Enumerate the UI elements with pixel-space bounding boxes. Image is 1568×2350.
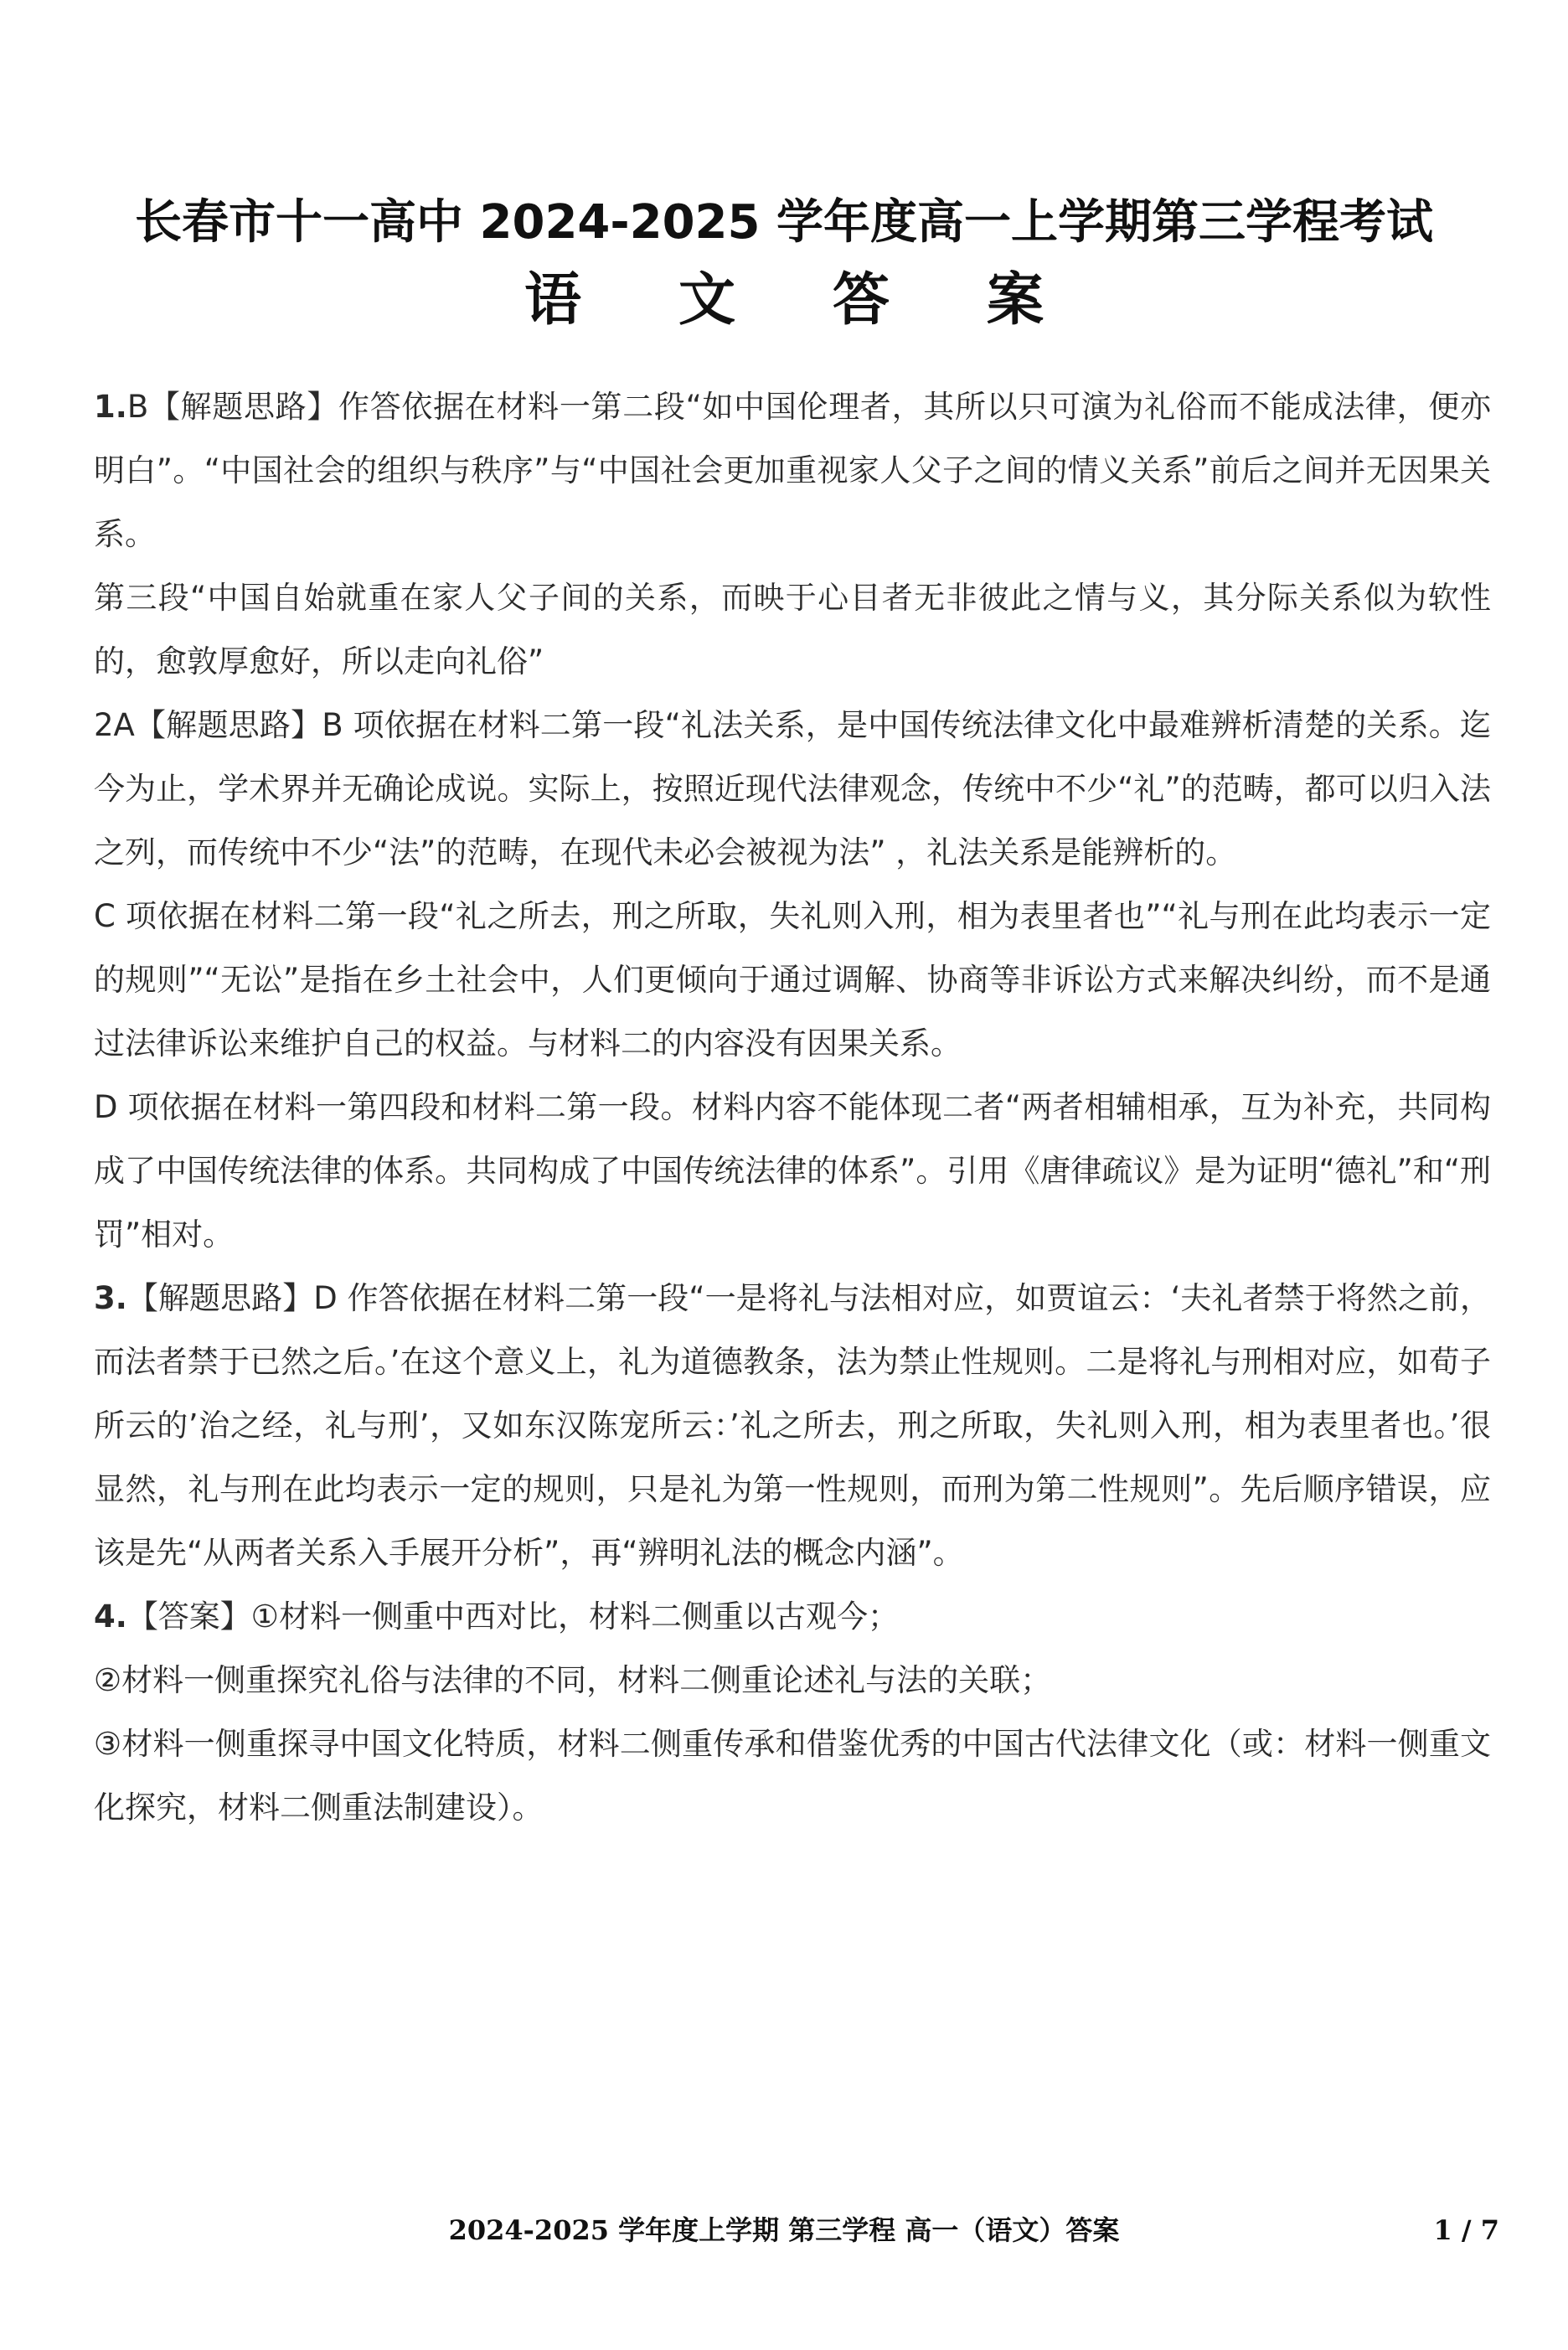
subtitle-char: 文 — [678, 267, 735, 333]
paragraph-text: ②材料一侧重探究礼俗与法律的不同，材料二侧重论述礼与法的关联； — [94, 1662, 1052, 1698]
subtitle-char: 案 — [987, 267, 1044, 333]
page-title: 长春市十一高中 2024-2025 学年度高一上学期第三学程考试 — [135, 195, 1433, 250]
question-number: 3. — [94, 1280, 127, 1316]
answer-paragraph — [94, 1649, 1491, 1712]
answer-paragraph — [94, 1076, 1491, 1267]
paragraph-text: 2A【解题思路】B 项依据在材料二第一段“礼法关系，是中国传统法律文化中最难辨析清楚的关系。迄今为止，学术界并无确论成说。实际上，按照近现代法律观念，传统中不少“礼”的范畴，都可以归入法之列，而传统中不少“法”的范畴，在现代未必会被视为法” ，礼法关系是能辨析的。 — [94, 707, 1491, 870]
answer-content — [94, 375, 1491, 1840]
paragraph-text: D 项依据在材料一第四段和材料二第一段。材料内容不能体现二者“两者相辅相承，互为补充，共同构成了中国传统法律的体系。共同构成了中国传统法律的体系”。引用《唐律疏议》是为证明“德礼”和“刑罚”相对。 — [94, 1089, 1491, 1252]
answer-paragraph — [94, 566, 1491, 694]
paragraph-text: ③材料一侧重探寻中国文化特质，材料二侧重传承和借鉴优秀的中国古代法律文化（或：材料一侧重文化探究，材料二侧重法制建设）。 — [94, 1726, 1491, 1826]
answer-paragraph — [94, 375, 1491, 566]
answer-paragraph — [94, 885, 1491, 1076]
subtitle-char: 答 — [833, 267, 890, 333]
subtitle-char: 语 — [524, 267, 581, 333]
paragraph-text: C 项依据在材料二第一段“礼之所去，刑之所取，失礼则入刑，相为表里者也”“礼与刑在此均表示一定的规则”“无讼”是指在乡土社会中，人们更倾向于通过调解、协商等非诉讼方式来解决纠纷，而不是通过法律诉讼来维护自己的权益。与材料二的内容没有因果关系。 — [94, 898, 1491, 1061]
question-number: 1. — [94, 389, 127, 425]
question-number: 4. — [94, 1599, 127, 1635]
answer-paragraph — [94, 1585, 1491, 1649]
answer-paragraph — [94, 1712, 1491, 1840]
answer-paragraph — [94, 694, 1491, 885]
paragraph-text: 第三段“中国自始就重在家人父子间的关系，而映于心目者无非彼此之情与义，其分际关系似为软性的，愈敦厚愈好，所以走向礼俗” — [94, 580, 1491, 679]
footer-caption: 2024-2025 学年度上学期 第三学程 高一（语文）答案 — [448, 2214, 1120, 2246]
page-subtitle — [0, 263, 1568, 338]
paragraph-text: B【解题思路】作答依据在材料一第二段“如中国伦理者，其所以只可演为礼俗而不能成法律，便亦明白”。“中国社会的组织与秩序”与“中国社会更加重视家人父子之间的情义关系”前后之间并无因果关系。 — [94, 389, 1491, 552]
answer-paragraph — [94, 1267, 1491, 1585]
page-number: 1 / 7 — [1433, 2214, 1499, 2246]
paragraph-text: 【解题思路】D 作答依据在材料二第一段“一是将礼与法相对应，如贾谊云：‘夫礼者禁于将然之前，而法者禁于已然之后。’在这个意义上，礼为道德教条，法为禁止性规则。二是将礼与刑相对应，如荀子所云的’治之经，礼与刑’，又如东汉陈宠所云：’礼之所去，刑之所取，失礼则入刑，相为表里者也。’很显然，礼与刑在此均表示一定的规则，只是礼为第一性规则，而刑为第二性规则”。先后顺序错误，应该是先“从两者关系入手展开分析”，再“辨明礼法的概念内涵”。 — [94, 1280, 1491, 1571]
paragraph-text: 【答案】①材料一侧重中西对比，材料二侧重以古观今； — [126, 1599, 899, 1635]
